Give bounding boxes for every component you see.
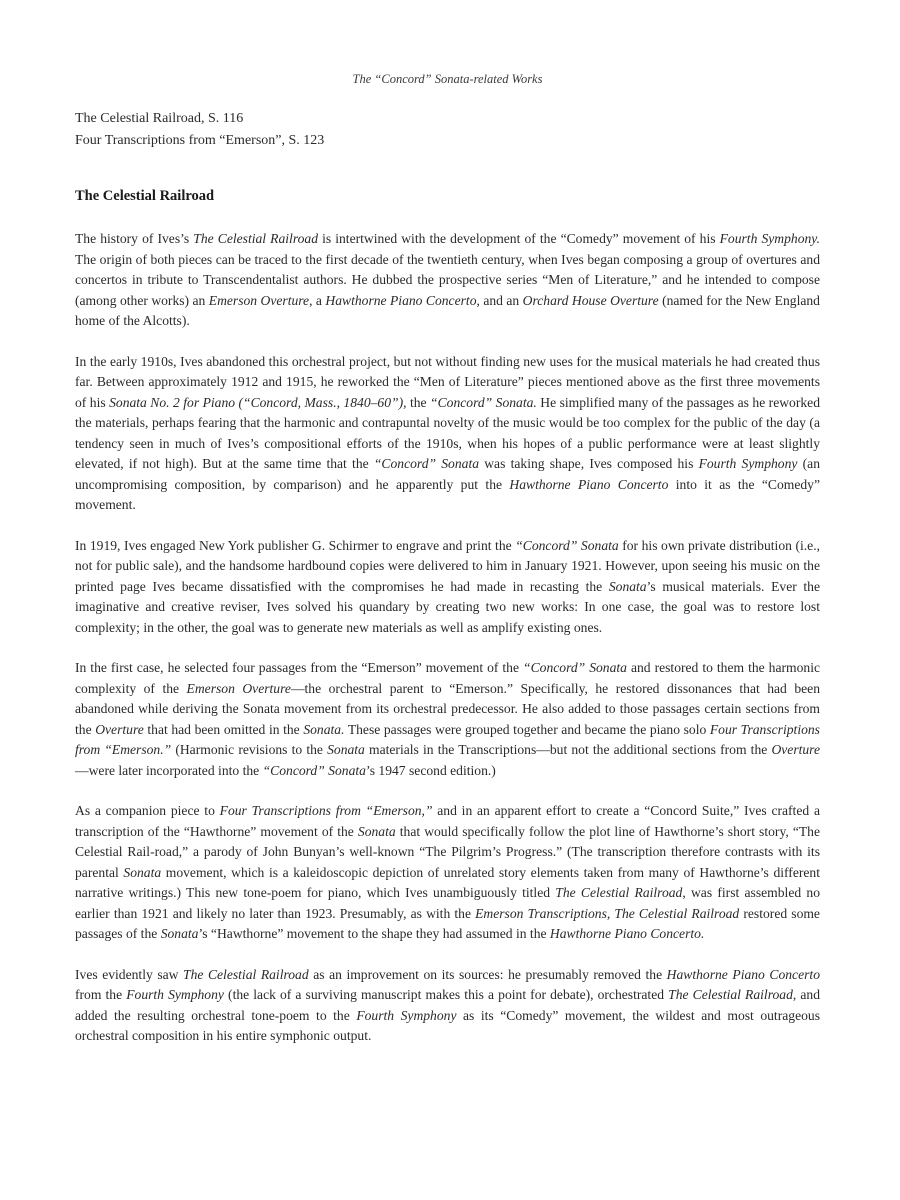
paragraph-6 (75, 965, 820, 1047)
text-run: , and an (476, 292, 523, 308)
text-run: —were later incorporated into the (75, 762, 263, 778)
italic-title-run: The Celestial Railroad (193, 231, 318, 246)
italic-title-run: Sonata (327, 742, 365, 757)
text-run: for his own private distribution (i.e., not for public sale), and the handsome hardbound copies were delivered to him in January 1921. However, upon seeing his music on the printed page Ives became dissatisfied with the compromises he had made in recasting the (75, 537, 820, 594)
italic-title-run: Sonata (608, 578, 647, 594)
italic-title-run: The Celestial Railroad (555, 885, 683, 900)
paragraph-5 (75, 801, 820, 945)
text-run: (Harmonic revisions to the (171, 742, 328, 757)
text-run: ’s “Hawthorne” movement to the shape they had assumed in the (198, 926, 550, 941)
text-run: (named for the New England home of the Alcotts). (75, 292, 820, 328)
text-run: was taking shape, Ives composed his (479, 456, 699, 471)
work-item: The Celestial Railroad, S. 116 (75, 111, 244, 126)
text-run: , the (403, 394, 431, 410)
running-header: The “Concord” Sonata-related Works (352, 72, 543, 86)
text-run: as an improvement on its sources: he presumably removed the (308, 966, 667, 982)
italic-title-run: Hawthorne Piano Concerto. (549, 926, 705, 941)
italic-title-run: Four Transcriptions from “Emerson,” (219, 803, 433, 818)
italic-title-run: Overture (771, 742, 821, 757)
text-run: ’s musical materials. Ever the imaginative and creative reviser, Ives solved his quandary by creating two new works: In one case, the goal was to restore lost complexity; in the other, the goal was to generate new materials as well as amplify existing ones. (75, 578, 821, 635)
body-text (75, 229, 820, 1067)
italic-title-run: Fourth Symphony (698, 456, 798, 471)
text-run: The history of Ives’s (75, 231, 194, 246)
text-run: He simplified many of the passages as he reworked the materials, perhaps fearing that the harmonic and contrapuntal novelty of the music would be too complex for the public of the day (a tendency seen in much of Ives’s compositional efforts of the 1910s, when his hopes of a public performance were at least slightly elevated, if not high). But at the same time that the (75, 394, 821, 471)
italic-title-run: Hawthorne Piano Concerto (509, 476, 669, 492)
text-run: materials in the Transcriptions—but not the additional sections from the (364, 742, 772, 757)
text-run: is intertwined with the development of the “Comedy” movement of his (318, 231, 720, 246)
italic-title-run: Sonata No. 2 for Piano (“Concord, Mass., 1840–60”) (109, 394, 404, 410)
text-run: , was first assembled no earlier than 1921 and likely no later than 1923. Presumably, as with the (75, 885, 820, 921)
text-run: (the lack of a surviving manuscript makes this a point for debate), orchestrated (223, 987, 669, 1002)
italic-title-run: Overture (95, 721, 144, 737)
text-run: that would specifically follow the plot line of Hawthorne’s short story, “The Celestial Rail-road,” a parody of John Bunyan’s well-known “The Pilgrim’s Progress.” (The transcription therefore contrasts with its parental (75, 823, 820, 880)
work-item: Four Transcriptions from “Emerson”, S. 123 (75, 133, 325, 148)
italic-title-run: Sonata (357, 823, 396, 839)
paragraph-4 (75, 658, 820, 781)
italic-title-run: “Concord” Sonata (262, 762, 366, 778)
text-run: Ives evidently saw (75, 966, 184, 982)
text-run: ’s 1947 second edition.) (365, 762, 496, 778)
works-list (75, 108, 324, 152)
italic-title-run: Fourth Symphony. (719, 231, 820, 246)
italic-title-run: Emerson Overture (208, 292, 310, 308)
text-run: restored some passages of the (75, 905, 820, 941)
text-run: , and added the resulting orchestral tone-poem to the (75, 987, 820, 1023)
text-run: that had been omitted in the (143, 721, 304, 737)
text-run: —the orchestral parent to “Emerson.” Specifically, he restored dissonances that had been abandoned while deriving the Sonata movement from its orchestral predecessor. He also added to those passages certain sections from the (75, 680, 821, 737)
section-heading: The Celestial Railroad (75, 188, 215, 204)
italic-title-run: “Concord” Sonata. (430, 394, 537, 410)
italic-title-run: Orchard House Overture (522, 292, 659, 308)
paragraph-3 (75, 536, 820, 639)
italic-title-run: “Concord” Sonata (515, 537, 619, 553)
italic-title-run: Hawthorne Piano Concerto (666, 966, 820, 982)
italic-title-run: Sonata (160, 926, 199, 941)
italic-title-run: The Celestial Railroad (183, 966, 309, 982)
italic-title-run: Emerson Transcriptions, The Celestial Railroad (475, 905, 740, 921)
text-run: , a (309, 292, 326, 308)
text-run: In the first case, he selected four passages from the “Emerson” movement of the (75, 660, 524, 675)
italic-title-run: Fourth Symphony (126, 987, 224, 1002)
text-run: movement, which is a kaleidoscopic depiction of unrelated story elements taken from many of Hawthorne’s different narrative writings.) This new tone-poem for piano, which Ives unambiguously titled (75, 864, 820, 900)
italic-title-run: Four Transcriptions from “Emerson.” (75, 721, 820, 757)
italic-title-run: “Concord” Sonata (373, 456, 480, 471)
italic-title-run: Sonata (123, 864, 162, 880)
text-run: into it as the “Comedy” movement. (75, 476, 820, 512)
italic-title-run: Emerson Overture (186, 680, 291, 696)
text-run: and in an apparent effort to create a “Concord Suite,” Ives crafted a transcription of the “Hawthorne” movement of the (75, 803, 820, 839)
text-run: In 1919, Ives engaged New York publisher G. Schirmer to engrave and print the (75, 537, 516, 553)
italic-title-run: The Celestial Railroad (668, 987, 793, 1002)
paragraph-2 (75, 352, 820, 516)
italic-title-run: “Concord” Sonata (523, 660, 627, 675)
italic-title-run: Fourth Symphony (356, 1007, 457, 1023)
text-run: As a companion piece to (75, 803, 220, 818)
italic-title-run: Hawthorne Piano Concerto (325, 292, 477, 308)
text-run: These passages were grouped together and became the piano solo (344, 721, 710, 737)
text-run: The origin of both pieces can be traced to the first decade of the twentieth century, when Ives began composing a group of overtures and concertos in tribute to Transcendentalist authors. He dubbed the prospective series “Men of Literature,” and he intended to compose (among other works) an (75, 251, 820, 308)
text-run: In the early 1910s, Ives abandoned this orchestral project, but not without finding new uses for the musical materials he had created thus far. Between approximately 1912 and 1915, he reworked the “Men of Literature” pieces mentioned above as the first three movements of his (75, 353, 820, 410)
text-run: (an uncompromising composition, by comparison) and he apparently put the (75, 456, 820, 492)
text-run: and restored to them the harmonic complexity of the (75, 660, 821, 696)
paragraph-1 (75, 229, 820, 332)
text-run: as its “Comedy” movement, the wildest and most outrageous orchestral composition in his entire symphonic output. (75, 1007, 820, 1043)
italic-title-run: Sonata. (303, 721, 345, 737)
text-run: from the (75, 987, 127, 1002)
